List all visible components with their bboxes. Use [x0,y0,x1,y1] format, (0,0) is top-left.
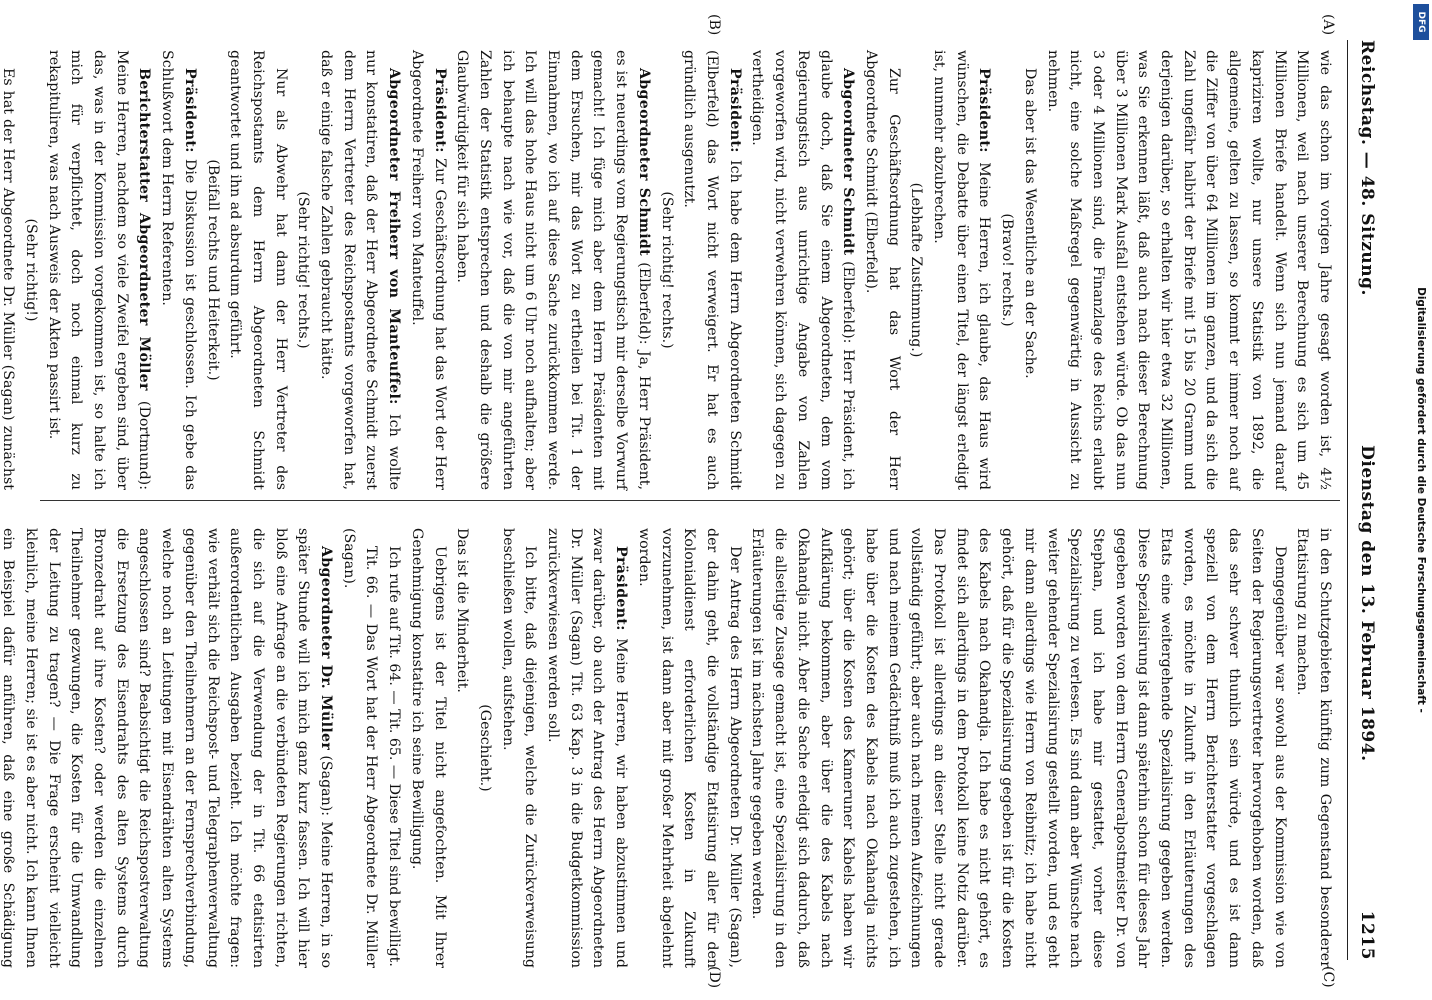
paragraph-text: Die Diskussion ist geschlossen. Ich gebe das Schlußwort dem Herrn Referenten. [159,50,198,490]
paragraph-text: Zur Geschäftsordnung hat das Wort der Herr Abgeordnete Freiherr von Manteuffel. [408,50,448,490]
speaker-name: Abgeordneter Schmidt [635,68,652,256]
paragraph-text: Uebrigens ist der Titel nicht angefochten. Mit Ihrer Genehmigung konstatire ich seine Bewilligung. [408,528,448,968]
paragraph [1041,50,1336,490]
paragraph-text: Zur Geschäftsordnung hat das Wort der Herr Abgeordnete Schmidt (Elberfeld). [862,50,902,490]
paragraph-text: (Sehr richtig! rechts.) [658,191,675,349]
paragraph [678,50,746,490]
paragraph [927,50,995,490]
paragraph-text: Der Antrag des Herrn Abgeordneten Dr. Müller (Sagan), der dahin geht, die vollständige Etatisirung aller für den Kolonialdienst erforderlichen Kosten in Zukunft vorzunehmen, ist dann aber mit großer Mehrheit abgelehnt worden. [635,528,743,968]
speaker-name: Abgeordneter Schmidt [840,68,857,256]
speaker-name: Präsident: [976,68,993,153]
paragraph [382,528,405,968]
speaker-name: Abgeordneter Dr. Müller [318,546,335,751]
paragraph-text: (Beifall rechts und Heiterkeit.) [204,159,221,381]
paragraph-text: Ich rufe auf Tit. 64. — Tit. 65. — Diese Titel sind bewilligt. [386,546,403,967]
paragraph [337,528,382,968]
paragraph-text: Nur als Abwehr hat dann der Herr Vertreter des Reichspostamts dem Herrn Abgeordneten Schmidt geantwortet und ihn ad absurdum geführt. [227,50,289,490]
page-header [1352,40,1382,960]
paragraph [859,50,904,490]
paragraph-text: (Elberfeld): Ja, Herr Präsident, es ist neuerdings vom Regierungstisch mir derselbe Vorwurf gemacht! Ich füge mich aber dem Herrn Präsidenten mit dem Ersuchen, mir das Wort zu ertheilen bei Tit. 1 der Einnahmen, wo ich auf diese Sache zurückkommen werde. Ich will das hohe Haus nicht um 6 Uhr noch aufhalten; aber ich behaupte nach wie vor, daß die von mir angeführten Zahlen der Statistik entsprechen und deshalb die größere Glaubwürdigkeit für sich haben. [454,50,652,490]
header-left: Reichstag. — 48. Sitzung. [1357,40,1377,296]
paragraph-text: Ich wollte nur konstatiren, daß der Herr Abgeordnete Schmidt zuerst dem Herrn Vertreter des Reichspostamts vorgeworfen hat, daß er einige falsche Zahlen gebraucht hätte. [318,50,403,490]
header-rule [1347,40,1348,960]
speaker-name: Abgeordneter Freiherr von Manteuffel: [386,68,403,405]
digitization-note: Digitalisierung gefördert durch die Deutsche Forschungsgemeinschaft - [1415,287,1427,713]
paragraph [496,528,541,968]
paragraph [451,528,474,968]
paragraph-text: (Sehr richtig! rechts.) [295,191,312,349]
stage-direction [292,50,315,490]
paragraph [1018,50,1041,490]
margin-mark-d: (D) [706,966,722,989]
paragraph [42,50,156,490]
dfg-logo [1413,4,1429,40]
paragraph [155,50,200,490]
header-date: Dienstag den 13. Februar 1894. [1357,445,1377,762]
margin-mark-c: (C) [1320,966,1336,988]
paragraph [451,50,655,490]
paragraph-text: Es hat der Herr Abgeordnete Dr. Müller (Sagan) zunächst [0,68,17,490]
paragraph-text: (Elberfeld): Herr Präsident, ich glaube doch, daß Sie einem Abgeordneten, dem vom Regierungstisch aus unrichtige Angabe von Zahlen vorgeworfen wird, nicht verwehren können, sich dagegen zu vertheidigen. [749,50,857,490]
paragraph [746,528,1291,968]
paragraph-text: Ich habe dem Herrn Abgeordneten Schmidt (Elberfeld) das Wort nicht verweigert. Er hat es auch gründlich ausgenutzt. [681,50,743,490]
paragraph-text: (Lebhafte Zustimmung.) [908,182,925,358]
dfg-logo-text: DFG [1416,11,1426,33]
paragraph-text: (Sehr richtig!) [22,218,39,322]
speaker-name: Präsident: [431,68,448,153]
paragraph-text: Meine Herren, wir haben abzustimmen und zwar darüber, ob auch der Antrag des Herrn Abgeordneten Dr. Müller (Sagan) Tit. 63 Kap. 3 in die Budgetkommission zurückverwiesen werden soll. [545,528,630,968]
paragraph [0,528,337,968]
paragraph-text: Ich bitte, daß diejenigen, welche die Zurückverweisung beschließen wollen, aufstehen. [499,528,539,968]
paragraph [405,50,450,490]
margin-mark-a: (A) [1320,14,1336,36]
paragraph-text: (Geschieht.) [476,704,493,792]
paragraph-text: Demgegenüber war sowohl aus der Kommission wie von Seiten der Regierungsvertreter hervorgehoben worden, daß das sehr schwer thunlich sein würde, und es ist dann speziell von dem Herrn Berichterstatter vorgeschlagen worden, es möchte in Zukunft in den Erläuterungen des Etats eine weitergehende Spezialisirung gegeben werden. Diese Spezialisirung ist dann späterhin schon für dieses Jahr gegeben worden von dem Herrn Generalpostmeister Dr. von Stephan, und ich habe mir gestattet, vorher diese Spezialisirung zu verlesen. Es sind dann aber Wünsche nach weiter gehender Spezialisirung gestellt worden, und es geht mir dann allerdings wie Herrn von Reibnitz; ich habe nicht gehört, daß für die Spezialisirung gegeben ist für die Kosten des Kabels nach Okahandja. Ich habe es nicht gehört, es findet sich allerdings in dem Protokoll keine Notiz darüber. Das Protokoll ist allerdings an dieser Stelle nicht gerade vollständig geführt; aber auch nach meinen Aufzeichnungen und nach meinem Gedächtniß muß ich auch zugestehen, ich habe über die Kosten des Kabels nach Okahandja nichts gehört; über die Kosten des Kameruner Kabels haben wir Aufklärung bekommen, aber über die des Kabels nach Okahandja nicht. Aber die Sache erledigt sich dadurch, daß die allseitige Zusage gemacht ist, eine Spezialisirung in den Erläuterungen ist im nächsten Jahre gegeben werden. [749,528,1288,968]
paragraph [314,50,405,490]
speaker-name: Präsident: [613,546,630,631]
paragraph [0,50,19,490]
stage-direction [655,50,678,490]
page-number: 1215 [1357,910,1377,960]
paragraph [224,50,292,490]
speaker-name: Präsident: [181,68,198,153]
paragraph-text: Das ist die Minderheit. [454,528,471,693]
stage-direction [995,50,1018,490]
paragraph-text: wie das schon im vorigen Jahre gesagt worden ist, 4½ Millionen, weil nach unserer Berechnung es sich um 45 Millionen Briefe handelt. Wenn sich nun jemand darauf kapriziren wollte, nur unsere Statistik von 1892, die allgemeine, gelten zu lassen, so kommt er immer noch auf die Ziffer von über 64 Millionen im ganzen, und da sich die Zahl ungefähr halbirt der Briefe mit 15 bis 20 Gramm und derjenigen darüber, so erhalten wir hier etwa 32 Millionen, was Sie erkennen läßt, daß auch nach dieser Berechnung über 3 Millionen Mark Ausfall entstehen würde. Ob das nun 3 oder 4 Millionen sind, die Finanzlage des Reichs erlaubt nicht, eine solche Maßregel gegenwärtig in Aussicht zu nehmen. [1044,50,1333,490]
paragraph [746,50,860,490]
paragraph-text: (Dortmund): Meine Herren, nachdem so viele Zweifel ergeben sind, über das, was in der Kommission vorgekommen ist, so halte ich mich für verpflichtet, doch noch einmal kurz zu rekapituliren, was nach Ausweis der Akten passirt ist. [45,50,153,490]
column-divider [40,500,1340,501]
paragraph [541,528,632,968]
stage-direction [201,50,224,490]
paragraph [405,528,450,968]
speaker-name: Berichterstatter Abgeordneter Möller [136,68,153,391]
paragraph-text: (Bravo! rechts.) [999,213,1016,327]
paragraph-text: Das aber ist das Wesentliche an der Sache. [1021,68,1038,379]
speaker-name: Präsident: [726,68,743,153]
left-column [0,50,1336,490]
margin-mark-b: (B) [706,14,722,36]
paragraph-text: Tit. 66. — Das Wort hat der Herr Abgeordnete Dr. Müller (Sagan). [340,528,380,968]
paragraph-text: (Sagan): Meine Herren, in so später Stunde will ich mich ganz kurz fassen. Ich will hier bloß eine Anfrage an die verbündeten Regierungen richten, die sich auf die Verwendung der in Tit. 66 etatisirten außerordentlichen Ausgaben bezieht. Ich möchte fragen: wie verhält sich die Reichspost- und Telegraphenverwaltung gegenüber den Theilnehmern an der Fernsprechverbindung, welche noch an Leitungen mit Eisendrähten alten Systems angeschlossen sind? Beabsichtigt die Reichspostverwaltung die Ersetzung des Eisendrahts des alten Systems durch Bronzedraht auf ihre Kosten? oder werden die einzelnen Theilnehmer gezwungen, die Kosten für die Umwandlung der Leitung zu tragen? — Die Frage erscheint vielleicht kleinlich, meine Herren; sie ist es aber nicht. Ich kann Ihnen ein Beispiel dafür anführen, daß eine große Schädigung [0,528,335,968]
stage-direction [905,50,928,490]
paragraph [632,528,746,968]
paragraph [1291,528,1336,968]
stage-direction [473,528,496,968]
right-column [0,528,1336,968]
stage-direction [19,50,42,490]
paragraph-text: in den Schutzgebieten künftig zum Gegenstand besonderer Etatisirung zu machen. [1294,528,1333,968]
paragraph-text: Meine Herren, ich glaube, das Haus wird wünschen, die Debatte über einen Titel, der längst erledigt ist, nunmehr abzubrechen. [931,50,993,490]
digitization-strip [1410,0,1432,1000]
